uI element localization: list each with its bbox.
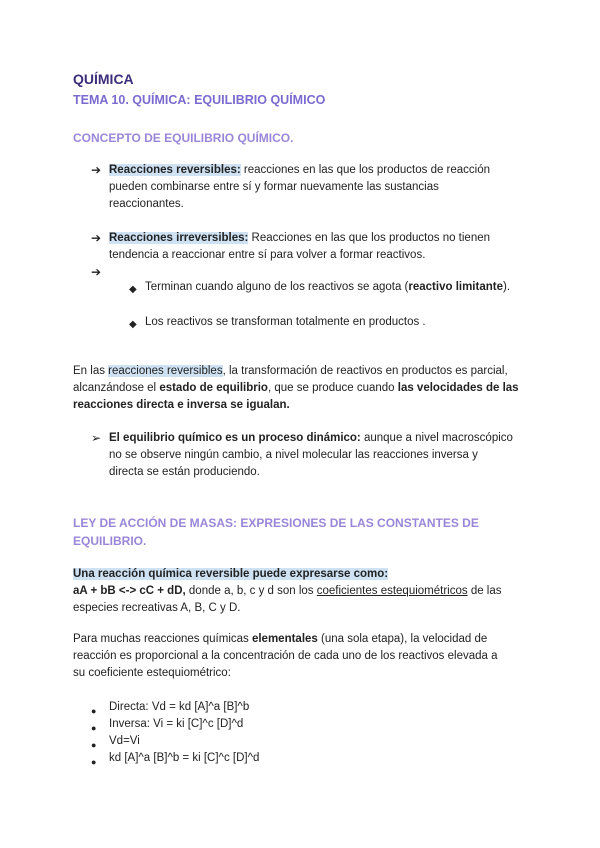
list-item-reversibles (109, 162, 529, 213)
page-title: QUÍMICA (73, 71, 134, 87)
sub1-text: Terminan cuando alguno de los reactivos se agota ( (145, 281, 409, 293)
paragraph-reaccion (73, 566, 543, 617)
item1-line2: pueden combinarse entre sí y formar nuevamente las sustancias (109, 181, 439, 193)
p3-post: (una sola etapa), la velocidad de (317, 633, 488, 645)
sub-item-limitante (145, 279, 545, 296)
p2-eq-text: donde a, b, c y d son los (185, 585, 317, 597)
p2-equation: aA + bB <-> cC + dD, (73, 585, 186, 597)
p2-line3: especies recreativas A, B, C y D. (73, 602, 241, 614)
dot-bullet-icon: ● (91, 740, 97, 750)
term-reversibles: Reacciones reversibles: (109, 164, 241, 176)
formula-igualdad: Vd=Vi (109, 735, 140, 747)
chevron-arrow-bullet-icon: ➢ (91, 431, 102, 445)
diamond-bullet-icon: ◆ (129, 284, 137, 295)
p1-line2-bold2: las velocidades de las (397, 382, 519, 394)
note-line1: aunque a nivel macroscópico (360, 432, 513, 444)
p1-line2-bold: estado de equilibrio (159, 382, 268, 394)
p2-highlight: Una reacción química reversible puede expresarse como: (73, 568, 389, 580)
p3-pre: Para muchas reacciones químicas (73, 633, 252, 645)
section-heading-ley (73, 514, 543, 550)
dot-bullet-icon: ● (91, 723, 97, 733)
item2-line1: Reacciones en las que los productos no tienen (248, 232, 491, 244)
list-item-irreversibles (109, 230, 529, 264)
note-dinamico (109, 430, 529, 481)
formula-directa: Directa: Vd = kd [A]^a [B]^b (109, 701, 250, 713)
p1-pre: En las (73, 365, 109, 377)
p2-eq-end: de las (467, 585, 502, 597)
section2-line1: LEY DE ACCIÓN DE MASAS: EXPRESIONES DE LAS CONSTANTES DE (73, 516, 479, 530)
item1-line3: reaccionantes. (109, 198, 184, 210)
formula-inversa: Inversa: Vi = ki [C]^c [D]^d (109, 718, 244, 730)
note-bold: El equilibrio químico es un proceso dinámico: (109, 432, 361, 444)
p1-line2-mid: , que se produce cuando (267, 382, 398, 394)
p3-line2: reacción es proporcional a la concentración de cada uno de los reactivos elevada a (73, 650, 498, 662)
p3-bold: elementales (251, 633, 318, 645)
sub1-end: ). (502, 281, 511, 293)
section2-line2: EQUILIBRIO. (73, 534, 147, 548)
paragraph-reversibles (73, 363, 543, 414)
paragraph-elementales (73, 631, 543, 682)
p2-underline: coeficientes estequiométricos (316, 585, 468, 597)
p1-highlight: reacciones reversibles (108, 365, 223, 377)
item1-line1: reacciones en las que los productos de reacción (240, 164, 491, 176)
sub1-bold: reactivo limitante (408, 281, 503, 293)
diamond-bullet-icon: ◆ (129, 319, 137, 330)
arrow-bullet-icon: ➔ (91, 231, 102, 245)
note-line3: directa se están produciendo. (109, 466, 260, 478)
item2-line2: tendencia a reaccionar entre sí para volver a formar reactivos. (109, 249, 426, 261)
dot-bullet-icon: ● (91, 706, 97, 716)
section-heading-concepto: CONCEPTO DE EQUILIBRIO QUÍMICO. (73, 131, 294, 145)
sub-item-total: Los reactivos se transforman totalmente en productos . (145, 316, 426, 328)
p1-line3-bold: reacciones directa e inversa se igualan. (73, 399, 290, 411)
note-line2: no se observe ningún cambio, a nivel molecular las reacciones inversa y (109, 449, 478, 461)
arrow-bullet-icon: ➔ (91, 265, 102, 279)
arrow-bullet-icon: ➔ (91, 163, 102, 177)
dot-bullet-icon: ● (91, 757, 97, 767)
p1-post: , la transformación de reactivos en productos es parcial, (222, 365, 508, 377)
term-irreversibles: Reacciones irreversibles: (109, 232, 249, 244)
formula-constante: kd [A]^a [B]^b = ki [C]^c [D]^d (109, 752, 260, 764)
p3-line3: su coeficiente estequiométrico: (73, 667, 231, 679)
p1-line2-pre: alcanzándose el (73, 382, 160, 394)
page-subtitle: TEMA 10. QUÍMICA: EQUILIBRIO QUÍMICO (73, 93, 326, 107)
